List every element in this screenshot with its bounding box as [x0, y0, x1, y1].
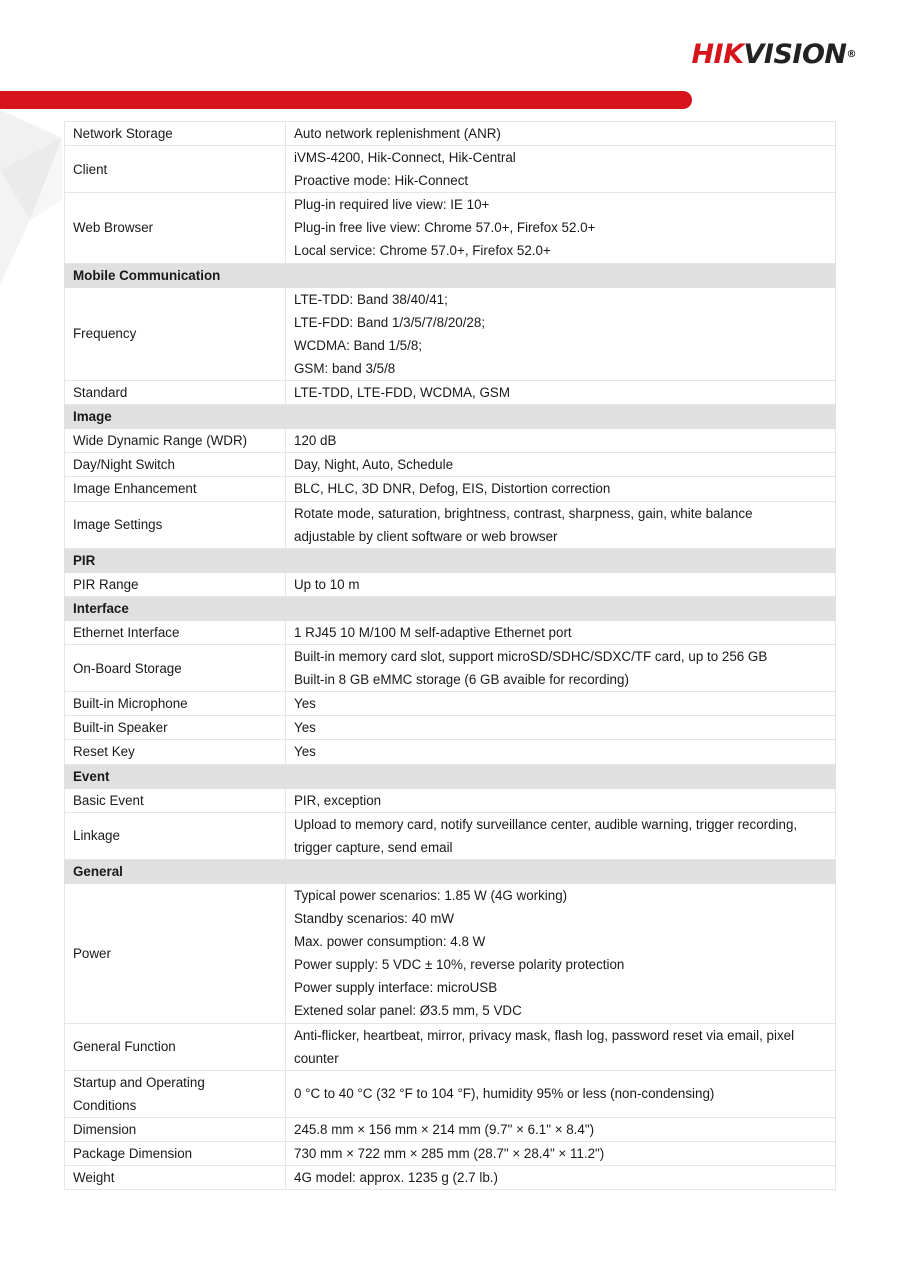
spec-value-line: Proactive mode: Hik-Connect — [294, 173, 469, 189]
spec-label: Image Enhancement — [65, 477, 286, 501]
spec-row — [65, 884, 836, 1024]
spec-row — [65, 146, 836, 193]
spec-value-line: iVMS-4200, Hik-Connect, Hik-Central — [294, 150, 516, 166]
spec-label — [65, 1070, 286, 1117]
spec-value — [286, 692, 836, 716]
spec-value-line: Typical power scenarios: 1.85 W (4G working) — [294, 888, 568, 903]
spec-value — [286, 429, 836, 453]
spec-row — [65, 1142, 836, 1166]
spec-value-line: LTE-FDD: Band 1/3/5/7/8/20/28; — [294, 314, 486, 330]
spec-label: Ethernet Interface — [65, 620, 286, 644]
spec-value — [286, 1142, 836, 1166]
spec-row — [65, 501, 836, 548]
section-title: Event — [65, 764, 836, 788]
spec-value — [286, 812, 836, 859]
spec-value-line: BLC, HLC, 3D DNR, Defog, EIS, Distortion correction — [294, 481, 611, 497]
section-title: PIR — [65, 548, 836, 572]
section-title: General — [65, 859, 836, 883]
spec-value-line: Auto network replenishment (ANR) — [294, 126, 501, 141]
spec-value-line: adjustable by client software or web browser — [294, 528, 558, 544]
spec-value-line: counter — [294, 1050, 339, 1066]
spec-value-line: Extened solar panel: Ø3.5 mm, 5 VDC — [294, 1003, 522, 1019]
spec-row — [65, 122, 836, 146]
spec-value — [286, 620, 836, 644]
spec-value-line: 0 °C to 40 °C (32 °F to 104 °F), humidity 95% or less (non-condensing) — [294, 1086, 715, 1102]
spec-row — [65, 812, 836, 859]
spec-label: Day/Night Switch — [65, 453, 286, 477]
spec-value-line: 730 mm × 722 mm × 285 mm (28.7" × 28.4" × 11.2") — [294, 1146, 605, 1162]
spec-value — [286, 287, 836, 380]
spec-value — [286, 477, 836, 501]
spec-label: Built-in Speaker — [65, 716, 286, 740]
spec-row — [65, 381, 836, 405]
section-title: Image — [65, 405, 836, 429]
spec-value-line: Up to 10 m — [294, 576, 360, 592]
spec-value — [286, 740, 836, 764]
spec-row — [65, 788, 836, 812]
spec-row — [65, 287, 836, 380]
spec-value-line: Rotate mode, saturation, brightness, contrast, sharpness, gain, white balance — [294, 505, 753, 521]
spec-value — [286, 193, 836, 263]
spec-value-line: GSM: band 3/5/8 — [294, 360, 396, 376]
logo-vision: VISION — [743, 39, 847, 70]
spec-label: Standard — [65, 381, 286, 405]
spec-value-line: Power supply interface: microUSB — [294, 980, 498, 996]
spec-value — [286, 1117, 836, 1141]
spec-row — [65, 740, 836, 764]
section-header-row — [65, 859, 836, 883]
spec-row — [65, 429, 836, 453]
spec-value-line: 120 dB — [294, 433, 337, 449]
spec-value-line: 1 RJ45 10 M/100 M self-adaptive Ethernet port — [294, 624, 572, 640]
spec-value — [286, 884, 836, 1024]
spec-value-line: LTE-TDD: Band 38/40/41; — [294, 291, 448, 307]
spec-value-line: Yes — [294, 720, 316, 736]
section-title: Mobile Communication — [65, 263, 836, 287]
spec-row — [65, 692, 836, 716]
spec-value — [286, 146, 836, 193]
spec-value-line: Local service: Chrome 57.0+, Firefox 52.0+ — [294, 243, 551, 259]
spec-label: On-Board Storage — [65, 645, 286, 692]
spec-value-line: PIR, exception — [294, 792, 382, 808]
spec-row — [65, 477, 836, 501]
spec-label: Dimension — [65, 1117, 286, 1141]
spec-label: Network Storage — [65, 122, 286, 146]
spec-value-line: Max. power consumption: 4.8 W — [294, 934, 486, 950]
spec-label: Basic Event — [65, 788, 286, 812]
spec-value-line: Yes — [294, 744, 316, 760]
spec-row — [65, 716, 836, 740]
spec-value-line: Day, Night, Auto, Schedule — [294, 457, 454, 473]
spec-value — [286, 1070, 836, 1117]
spec-label: Reset Key — [65, 740, 286, 764]
spec-row — [65, 620, 836, 644]
spec-value — [286, 122, 836, 146]
spec-label: Weight — [65, 1166, 286, 1190]
spec-label: Power — [65, 884, 286, 1024]
section-header-row — [65, 405, 836, 429]
spec-value-line: Built-in memory card slot, support microSD/SDHC/SDXC/TF card, up to 256 GB — [294, 649, 768, 665]
spec-row — [65, 193, 836, 263]
spec-value — [286, 788, 836, 812]
spec-label: Image Settings — [65, 501, 286, 548]
section-title: Interface — [65, 596, 836, 620]
spec-label: Client — [65, 146, 286, 193]
spec-label: Built-in Microphone — [65, 692, 286, 716]
section-header-row — [65, 596, 836, 620]
spec-label: General Function — [65, 1023, 286, 1070]
spec-value — [286, 501, 836, 548]
spec-value — [286, 572, 836, 596]
spec-value — [286, 453, 836, 477]
decorative-watermark — [0, 110, 62, 290]
spec-value — [286, 645, 836, 692]
header-red-bar — [0, 91, 692, 109]
spec-label: PIR Range — [65, 572, 286, 596]
spec-label: Package Dimension — [65, 1142, 286, 1166]
spec-row — [65, 1023, 836, 1070]
spec-value — [286, 381, 836, 405]
spec-value-line: WCDMA: Band 1/5/8; — [294, 337, 423, 353]
spec-row — [65, 1117, 836, 1141]
spec-label: Wide Dynamic Range (WDR) — [65, 429, 286, 453]
spec-value-line: Plug-in free live view: Chrome 57.0+, Firefox 52.0+ — [294, 220, 596, 236]
spec-value-line: Power supply: 5 VDC ± 10%, reverse polarity protection — [294, 957, 625, 973]
spec-label: Linkage — [65, 812, 286, 859]
spec-row — [65, 1070, 836, 1117]
spec-label: Web Browser — [65, 193, 286, 263]
logo-registered-mark: ® — [846, 49, 856, 60]
section-header-row — [65, 764, 836, 788]
hikvision-logo — [691, 40, 856, 70]
spec-value-line: Plug-in required live view: IE 10+ — [294, 197, 490, 213]
spec-value-line: Anti-flicker, heartbeat, mirror, privacy mask, flash log, password reset via email, pixel — [294, 1027, 795, 1043]
spec-row — [65, 1166, 836, 1190]
spec-value-line: Upload to memory card, notify surveillance center, audible warning, trigger recording, — [294, 816, 798, 832]
spec-label-line: Startup and Operating — [73, 1074, 205, 1090]
spec-value — [286, 1023, 836, 1070]
spec-label: Frequency — [65, 287, 286, 380]
spec-value — [286, 716, 836, 740]
spec-row — [65, 572, 836, 596]
logo-hik: HIK — [691, 39, 744, 70]
spec-value-line: 4G model: approx. 1235 g (2.7 lb.) — [294, 1170, 498, 1186]
spec-value-line: trigger capture, send email — [294, 839, 453, 855]
spec-value-line: LTE-TDD, LTE-FDD, WCDMA, GSM — [294, 385, 510, 401]
spec-row — [65, 453, 836, 477]
spec-value — [286, 1166, 836, 1190]
section-header-row — [65, 263, 836, 287]
spec-value-line: Built-in 8 GB eMMC storage (6 GB avaible for recording) — [294, 672, 629, 688]
spec-label-line: Conditions — [73, 1097, 137, 1113]
spec-value-line: 245.8 mm × 156 mm × 214 mm (9.7" × 6.1" × 8.4") — [294, 1121, 595, 1137]
spec-row — [65, 645, 836, 692]
section-header-row — [65, 548, 836, 572]
spec-value-line: Standby scenarios: 40 mW — [294, 911, 455, 927]
spec-table — [64, 121, 836, 1190]
spec-value-line: Yes — [294, 696, 316, 712]
